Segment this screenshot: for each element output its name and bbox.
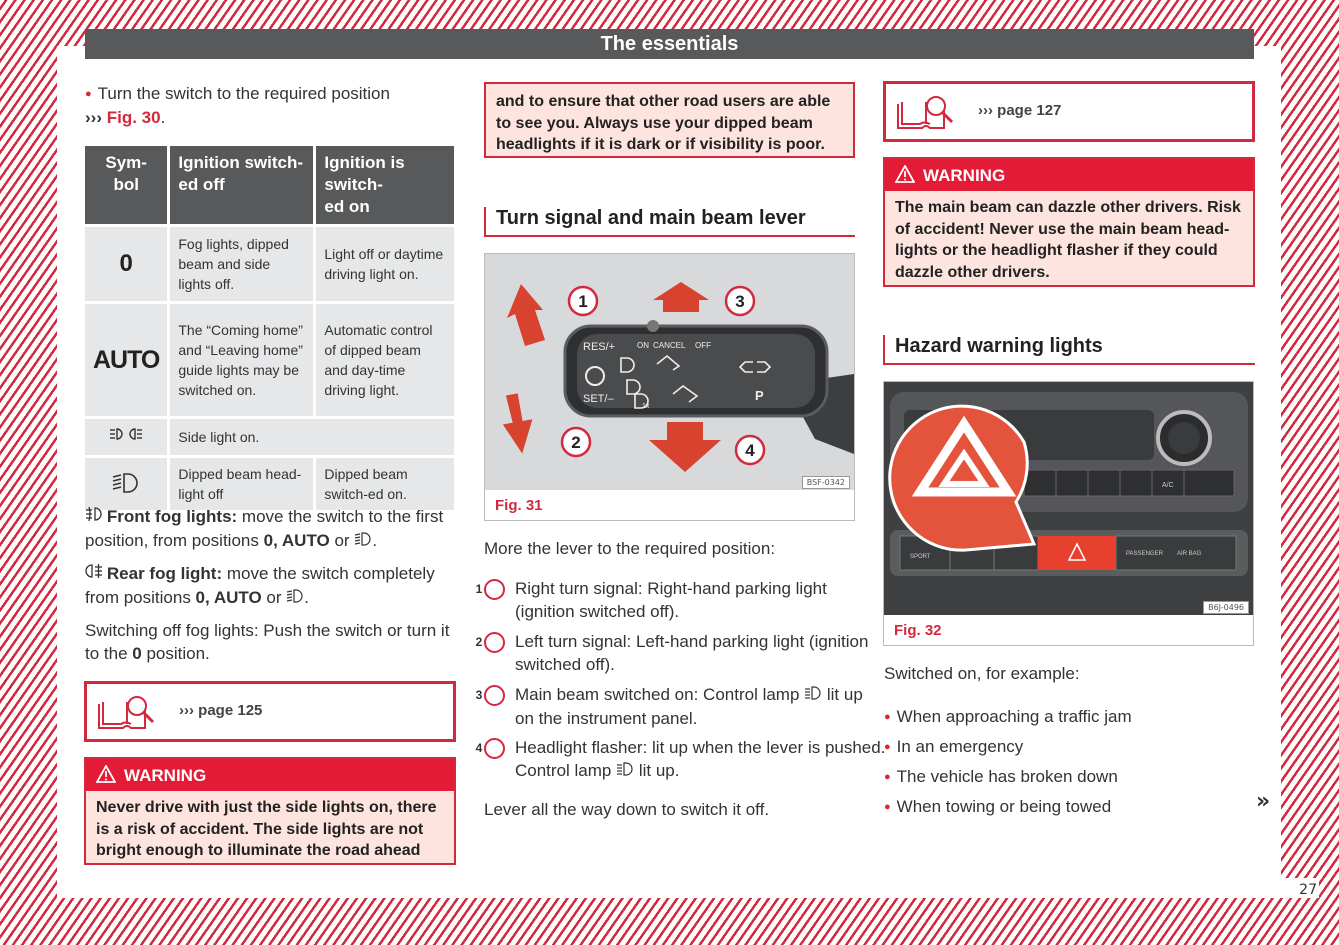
sep: , [205,588,214,607]
page-header [85,29,1254,59]
warning-title: WARNING [923,166,1006,185]
table-header-ignition-on: Ignition is switch- ed on [316,146,454,224]
cell-ignition-on: Light off or daytime driving light on. [316,227,454,301]
step-number-4: 4 [484,738,505,759]
step-text: Main beam switched on: Control lamp [515,685,805,704]
dipped-beam-icon [354,533,372,549]
step-text-end: lit up. [634,761,680,780]
lever-illustration [485,254,854,490]
hazard-bullet-list [884,702,1256,822]
step-text-end: lit up on the instrument panel. [515,685,863,728]
rear-fog-text: move the switch completely from positions [85,564,435,607]
warning-header [86,759,454,791]
step-number-2: 2 [484,632,505,653]
main-beam-icon [804,687,822,703]
list-item: ● When towing or being towed [884,792,1256,822]
rear-fog-light-icon [85,566,107,582]
or-text: or [329,531,355,550]
figure-code: BSF-0342 [802,476,850,489]
svg-text:AIR BAG: AIR BAG [1177,551,1202,557]
figure-31 [484,253,855,521]
section-title-turn-signal: Turn signal and main beam lever [484,207,855,237]
light-switch-table [82,143,457,513]
svg-text:A/C: A/C [1162,482,1174,489]
step-item [475,683,886,730]
svg-text:SPORT: SPORT [910,554,931,560]
warning-box-side-lights [84,757,456,865]
figure-code: B6J-0496 [1203,601,1249,614]
front-fog-light-icon [85,509,107,525]
continue-marker: » [1256,789,1271,814]
svg-text:PASSENGER: PASSENGER [1126,551,1163,557]
side-light-icon [85,419,167,455]
intro-bullet-text: Turn the switch to the required position [97,84,390,103]
svg-text:SET/–: SET/– [583,393,614,405]
fig-30-link[interactable]: Fig. 30 [106,108,161,127]
position-auto: AUTO [281,531,330,550]
manual-search-icon [97,694,157,736]
lever-lead-text: More the lever to the required position: [484,539,776,558]
period: . [372,531,378,550]
period: . [304,588,309,607]
warning-triangle-icon [895,161,915,195]
dipped-beam-icon [85,458,167,510]
ref-arrow: ››› [85,108,102,127]
svg-text:RES/+: RES/+ [583,341,616,353]
dashboard-illustration [884,382,1253,615]
intro-paragraph [85,82,455,129]
page-127-link[interactable]: ››› page 127 [978,102,1062,119]
warning-triangle-icon [96,761,116,795]
dipped-beam-icon [286,590,304,606]
warning-box-main-beam [883,157,1255,287]
figure-caption: Fig. 32 [894,622,942,639]
cell-ignition-off: Fog lights, dipped beam and side lights off. [170,227,313,301]
cell-ignition-on: Dipped beam switch-ed on. [316,458,454,510]
step-number-3: 3 [484,685,505,706]
svg-text:P: P [755,388,764,403]
table-row [85,304,454,416]
position-auto: AUTO [213,588,262,607]
rear-fog-label: Rear fog light: [106,564,223,583]
main-beam-icon [616,763,634,779]
svg-text:3: 3 [735,292,745,311]
warning-continued-text: and to ensure that other road users are able to see you. Always use your dipped beam headlights if it is dark or if visibility is poor. [496,93,831,153]
header-title: The essentials [600,33,739,55]
cell-ignition-off: The “Coming home” and “Leaving home” guide lights may be switched on. [170,304,313,416]
position-zero: 0 [263,531,274,550]
page-reference-box[interactable] [84,681,456,742]
cell-side-light: Side light on. [170,419,454,455]
hazard-lead-text: Switched on, for example: [884,664,1080,683]
position-zero: 0 [195,588,206,607]
cell-ignition-off: Dipped beam head-light off [170,458,313,510]
period: . [160,108,166,127]
page-reference-box[interactable] [883,81,1255,142]
step-number-1: 1 [484,579,505,600]
figure-caption: Fig. 31 [495,497,543,514]
or-text: or [261,588,287,607]
svg-text:OFF: OFF [695,341,711,350]
step-text: Headlight flasher: lit up when the lever is pushed. Control lamp [515,738,886,780]
sep: , [273,531,282,550]
page-125-link[interactable]: ››› page 125 [179,702,263,719]
svg-text:CANCEL: CANCEL [653,341,686,350]
list-item: ● The vehicle has broken down [884,762,1256,792]
svg-text:1x: 1x [642,403,650,410]
warning-text: Never drive with just the side lights on, there is a risk of accident. The side lights are not bright enough to illuminate the road ahead [96,799,437,859]
warning-box-continued [484,82,855,158]
step-text: Right turn signal: Right-hand parking light (ignition switched off). [515,579,827,621]
list-item: ● In an emergency [884,732,1256,762]
position-zero: 0 [132,644,142,663]
page-number: 27 [1281,878,1319,898]
svg-text:1: 1 [578,292,588,311]
step-item [475,630,886,676]
rear-fog-paragraph [85,562,457,610]
step-item [475,736,886,783]
cell-ignition-on: Automatic control of dipped beam and day-time driving light. [316,304,454,416]
step-item [475,577,886,623]
table-row [85,227,454,301]
symbol-auto: AUTO [85,304,167,416]
list-item: ● When approaching a traffic jam [884,702,1256,732]
front-fog-text: move the switch to the first position, from positions [85,507,444,550]
switch-off-paragraph [85,619,457,665]
table-header-ignition-off: Ignition switch- ed off [170,146,313,224]
front-fog-paragraph [85,505,457,553]
svg-text:ON: ON [637,341,649,350]
symbol-zero: 0 [85,227,167,301]
table-header-row [85,146,454,224]
warning-title: WARNING [124,766,207,785]
front-fog-label: Front fog lights: [106,507,238,526]
warning-header [885,159,1253,191]
lever-closing-text: Lever all the way down to switch it off. [484,800,770,819]
switch-off-text-end: position. [141,644,210,663]
section-title-hazard: Hazard warning lights [883,335,1255,365]
table-row [85,419,454,455]
svg-text:2: 2 [571,433,581,452]
figure-32 [883,381,1254,646]
table-header-symbol: Sym- bol [85,146,167,224]
svg-text:4: 4 [745,441,755,460]
manual-search-icon [896,94,956,136]
step-text: Left turn signal: Left-hand parking light (ignition switched off). [515,632,869,674]
table-row [85,458,454,510]
switch-off-text: Switching off fog lights: Push the switch or turn it to the [85,621,450,663]
warning-text: The main beam can dazzle other drivers. Risk of accident! Never use the main beam head-lights or the headlight flasher if they could dazzle other drivers. [895,199,1241,281]
